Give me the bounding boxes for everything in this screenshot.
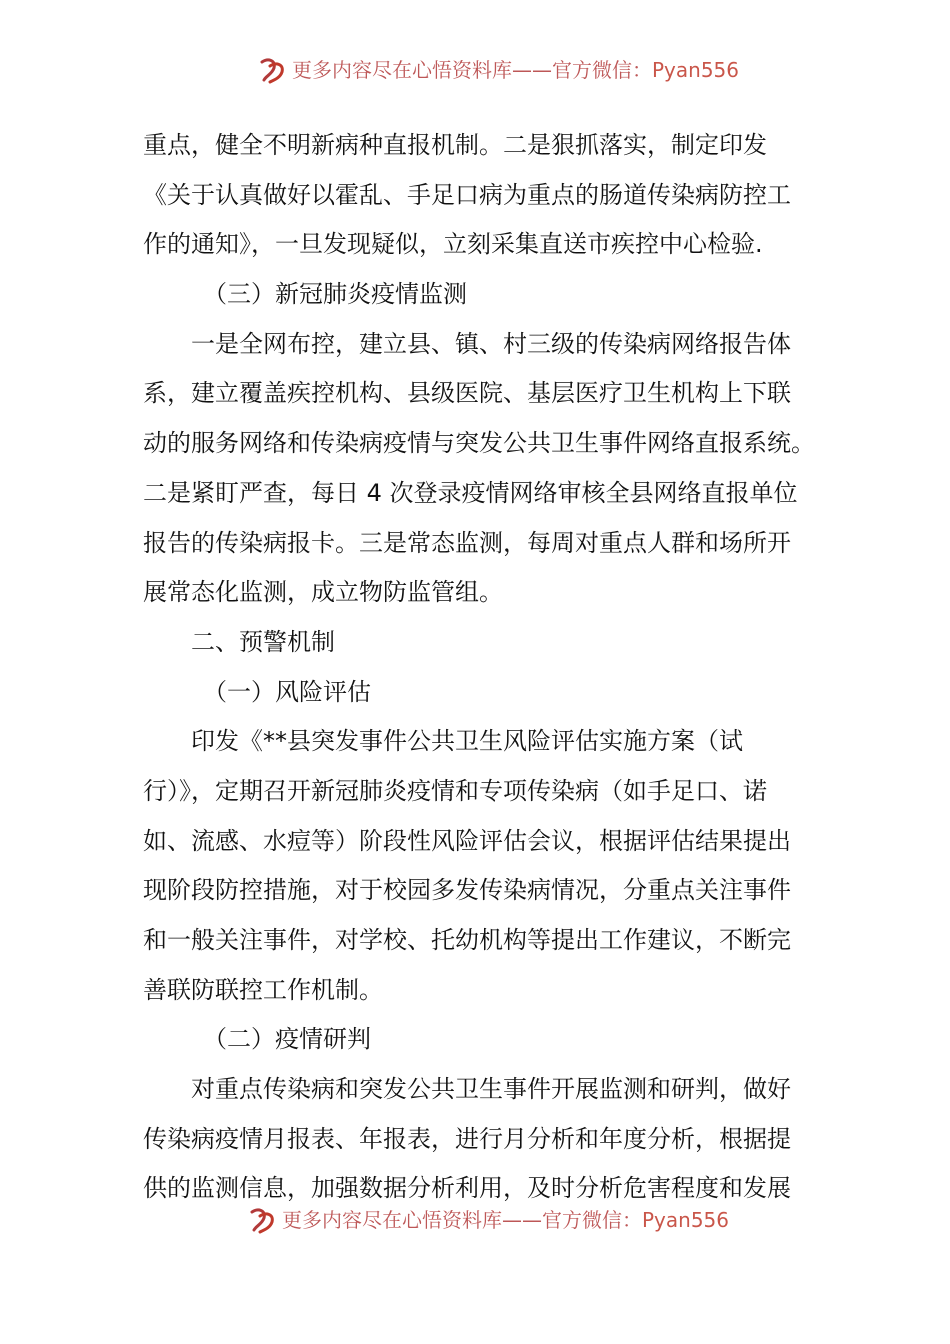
document-body bbox=[143, 121, 823, 1214]
paragraph-line: 一是全网布控，建立县、镇、村三级的传染病网络报告体 bbox=[191, 329, 791, 358]
paragraph-line: 作的通知》，一旦发现疑似，立刻采集直送市疾控中心检验. bbox=[143, 230, 763, 259]
subsection-heading: （二）疫情研判 bbox=[203, 1025, 371, 1054]
paragraph-line: 报告的传染病报卡。三是常态监测，每周对重点人群和场所开 bbox=[143, 528, 791, 557]
section-heading: 二、预警机制 bbox=[191, 627, 335, 656]
paragraph-line: 如、流感、水痘等）阶段性风险评估会议，根据评估结果提出 bbox=[143, 826, 791, 855]
paragraph-line: 印发《**县突发事件公共卫生风险评估实施方案（试 bbox=[191, 727, 743, 756]
watermark-id: Pyan556 bbox=[642, 1208, 730, 1232]
paragraph-line: 重点，健全不明新病种直报机制。二是狠抓落实，制定印发 bbox=[143, 131, 767, 159]
watermark-id: Pyan556 bbox=[652, 58, 740, 82]
watermark-bottom bbox=[0, 1202, 950, 1236]
paragraph-line: 行）》，定期召开新冠肺炎疫情和专项传染病（如手足口、诺 bbox=[143, 776, 767, 805]
paragraph-line: 和一般关注事件，对学校、托幼机构等提出工作建议，不断完 bbox=[143, 926, 791, 954]
paragraph-line: 二是紧盯严查，每日 4 次登录疫情网络审核全县网络直报单位 bbox=[143, 478, 798, 507]
paragraph-line: 现阶段防控措施，对于校园多发传染病情况，分重点关注事件 bbox=[143, 876, 791, 905]
paragraph-line: 对重点传染病和突发公共卫生事件开展监测和研判，做好 bbox=[191, 1075, 791, 1104]
paragraph-line: 动的服务网络和传染病疫情与突发公共卫生事件网络直报系统。 bbox=[143, 429, 815, 458]
watermark-top bbox=[0, 52, 950, 86]
paragraph-line: 展常态化监测，成立物防监管组。 bbox=[143, 578, 503, 607]
paragraph-line: 善联防联控工作机制。 bbox=[143, 975, 383, 1004]
subsection-heading: （一）风险评估 bbox=[203, 677, 371, 706]
paragraph-line: 《关于认真做好以霍乱、手足口病为重点的肠道传染病防控工 bbox=[143, 180, 791, 209]
paragraph-line: 系，建立覆盖疾控机构、县级医院、基层医疗卫生机构上下联 bbox=[143, 379, 791, 408]
watermark-text: 更多内容尽在心悟资料库——官方微信：Pyan556 bbox=[292, 58, 740, 82]
paragraph-line: 供的监测信息，加强数据分析利用，及时分析危害程度和发展 bbox=[143, 1174, 791, 1203]
brand-logo-icon bbox=[248, 1206, 278, 1234]
brand-logo-icon bbox=[258, 56, 288, 84]
watermark-text: 更多内容尽在心悟资料库——官方微信：Pyan556 bbox=[282, 1208, 730, 1232]
paragraph-line: 传染病疫情月报表、年报表，进行月分析和年度分析，根据提 bbox=[143, 1124, 791, 1153]
subsection-heading: （三）新冠肺炎疫情监测 bbox=[203, 280, 467, 309]
